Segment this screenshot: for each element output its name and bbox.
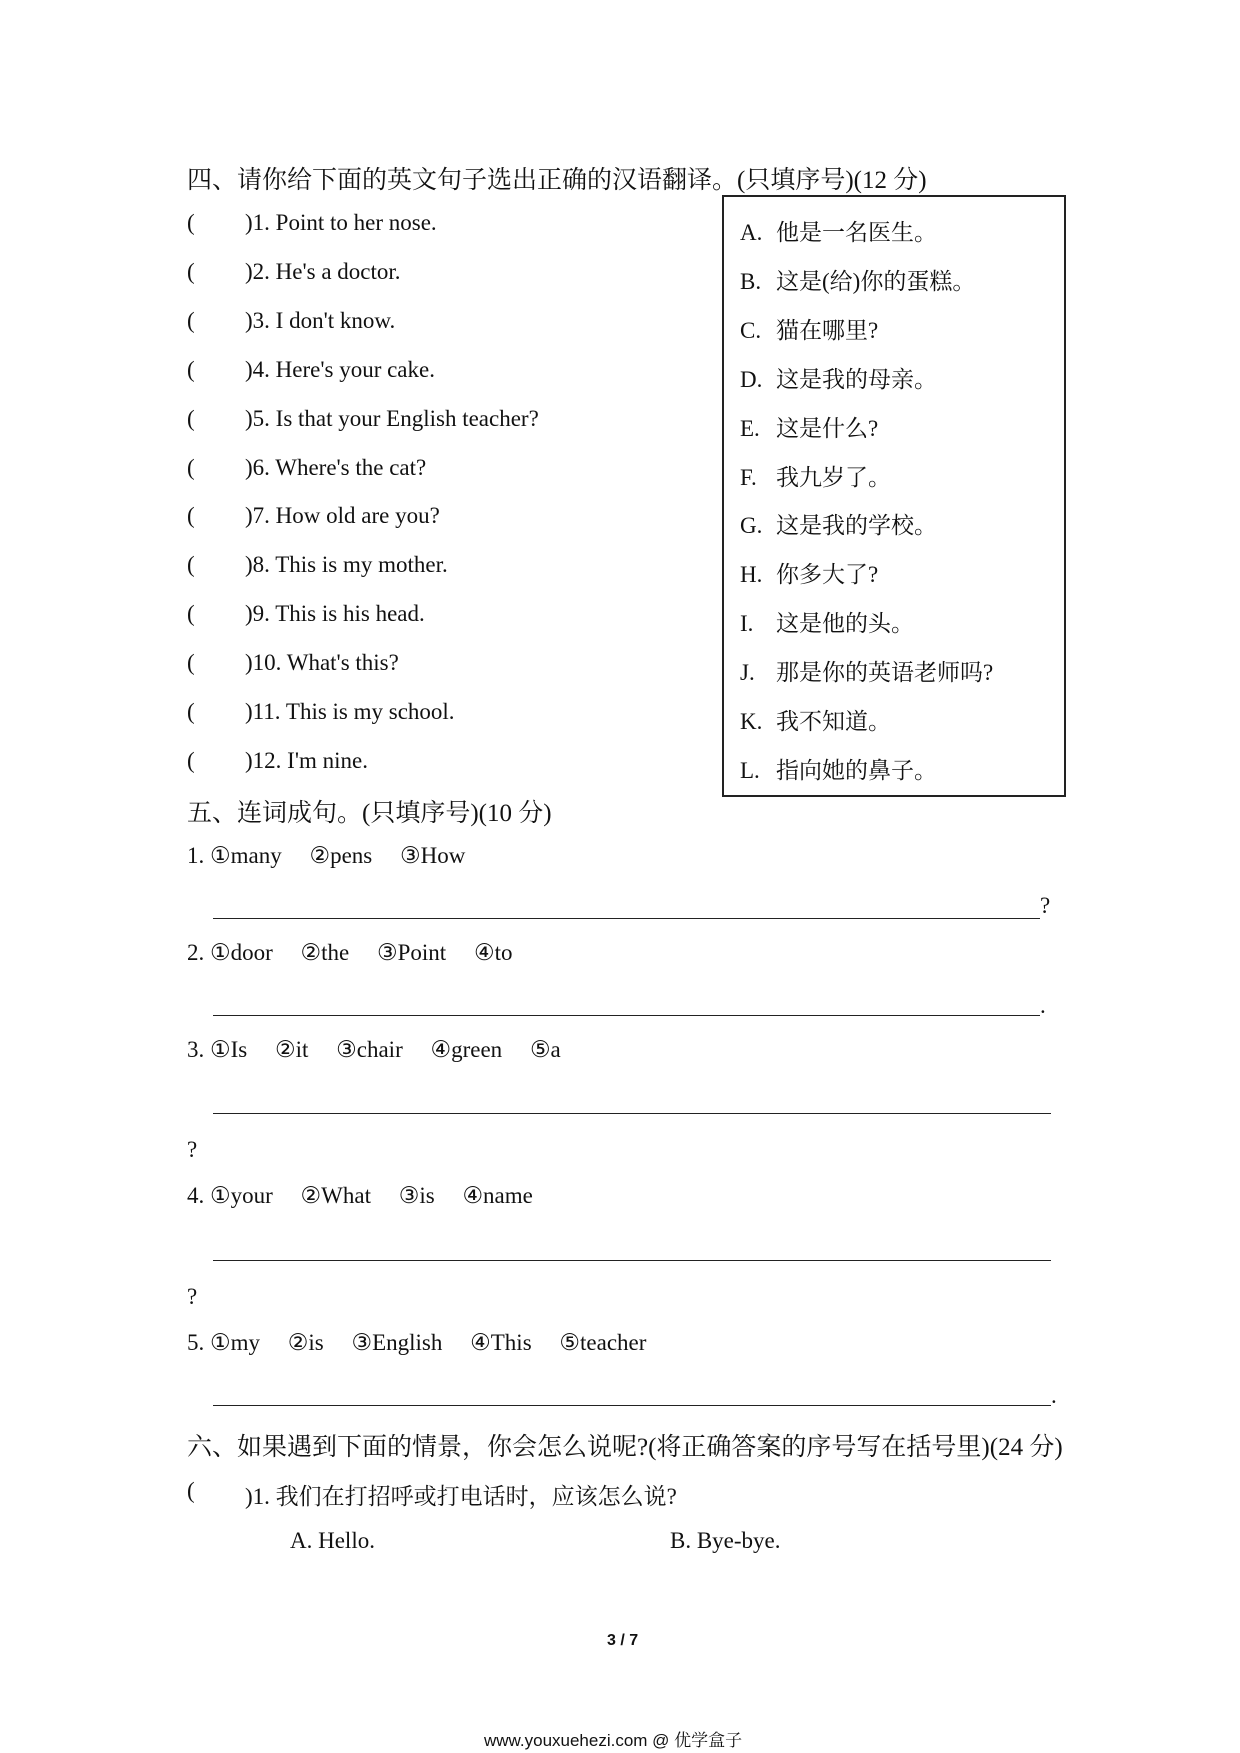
option-letter: G. (740, 513, 763, 538)
word-option: ⑤teacher (559, 1330, 647, 1355)
matching-item-8: )8. This is my mother. (245, 552, 448, 577)
translation-option (740, 312, 878, 345)
option-text: 猫在哪里? (776, 318, 879, 343)
answer-paren[interactable]: ( (187, 699, 195, 724)
matching-item-1: )1. Point to her nose. (245, 210, 437, 235)
answer-line-4[interactable] (213, 1260, 1051, 1261)
word-option: ①many (210, 843, 282, 868)
word-option: ②the (300, 940, 350, 965)
option-text: 这是他的头。 (776, 611, 914, 636)
option-letter: L. (740, 758, 760, 783)
option-letter: H. (740, 562, 763, 587)
word-option: ③How (400, 843, 466, 868)
end-punctuation: ? (187, 1284, 198, 1309)
option-letter: B. (740, 269, 762, 294)
answer-paren[interactable]: ( (187, 1478, 195, 1503)
answer-paren[interactable]: ( (187, 455, 195, 480)
word-option: ③English (351, 1330, 443, 1355)
word-option: ①Is (210, 1037, 248, 1062)
answer-paren[interactable]: ( (187, 552, 195, 577)
matching-item-6: )6. Where's the cat? (245, 455, 427, 480)
word-option: ③Point (377, 940, 447, 965)
word-option: ④name (462, 1183, 533, 1208)
option-letter: A. (740, 220, 763, 245)
question-number: 3. (187, 1037, 205, 1062)
answer-line-2[interactable] (213, 1015, 1040, 1016)
word-option: ②What (300, 1183, 371, 1208)
word-option: ④This (470, 1330, 532, 1355)
option-text: 这是我的学校。 (776, 513, 937, 538)
translation-option (740, 654, 993, 687)
answer-line-1[interactable] (213, 918, 1040, 919)
option-letter: D. (740, 367, 763, 392)
question-number: 5. (187, 1330, 205, 1355)
translation-option (740, 214, 937, 247)
word-option: ①your (210, 1183, 273, 1208)
option-text: 这是什么? (776, 416, 879, 441)
translation-option (740, 410, 878, 443)
translation-option (740, 752, 937, 785)
word-option: ①door (210, 940, 273, 965)
translation-option (740, 556, 878, 589)
option-text: 这是我的母亲。 (776, 367, 937, 392)
answer-paren[interactable]: ( (187, 357, 195, 382)
word-option: ②is (287, 1330, 324, 1355)
answer-paren[interactable]: ( (187, 601, 195, 626)
matching-item-7: )7. How old are you? (245, 503, 440, 528)
answer-paren[interactable]: ( (187, 406, 195, 431)
matching-item-2: )2. He's a doctor. (245, 259, 401, 284)
question-number: 1. (187, 843, 205, 868)
answer-line-5[interactable] (213, 1405, 1051, 1406)
section6-heading: 六、如果遇到下面的情景，你会怎么说呢?(将正确答案的序号写在括号里)(24 分) (187, 1434, 1063, 1461)
word-option: ②pens (309, 843, 373, 868)
matching-item-11: )11. This is my school. (245, 699, 455, 724)
word-option: ①my (210, 1330, 261, 1355)
page-number: 3 / 7 (607, 1632, 639, 1649)
answer-paren[interactable]: ( (187, 210, 195, 235)
option-text: 他是一名医生。 (776, 220, 937, 245)
section5-heading: 五、连词成句。(只填序号)(10 分) (187, 800, 552, 827)
word-order-question-2 (187, 940, 534, 966)
word-option: ③chair (336, 1037, 403, 1062)
matching-item-3: )3. I don't know. (245, 308, 396, 333)
option-text: 这是(给)你的蛋糕。 (776, 269, 976, 294)
section4-heading: 四、请你给下面的英文句子选出正确的汉语翻译。(只填序号)(12 分) (187, 167, 927, 194)
word-order-question-4 (187, 1183, 555, 1209)
answer-paren[interactable]: ( (187, 650, 195, 675)
word-order-question-1 (187, 843, 487, 869)
question-number: 2. (187, 940, 205, 965)
option-a: A. Hello. (290, 1528, 375, 1553)
scenario-question-1: )1. 我们在打招呼或打电话时，应该怎么说? (245, 1484, 677, 1509)
answer-paren[interactable]: ( (187, 308, 195, 333)
option-letter: E. (740, 416, 760, 441)
word-option: ③is (398, 1183, 435, 1208)
translation-option (740, 263, 975, 296)
option-letter: F. (740, 465, 757, 490)
word-option: ②it (274, 1037, 309, 1062)
translation-option (740, 507, 937, 540)
end-punctuation: . (1051, 1383, 1057, 1408)
option-text: 我不知道。 (776, 709, 891, 734)
matching-item-12: )12. I'm nine. (245, 748, 368, 773)
matching-item-10: )10. What's this? (245, 650, 399, 675)
option-text: 指向她的鼻子。 (776, 758, 937, 783)
translation-option (740, 459, 891, 492)
question-number: 4. (187, 1183, 205, 1208)
option-text: 你多大了? (776, 562, 879, 587)
option-letter: I. (740, 611, 754, 636)
word-order-question-3 (187, 1037, 583, 1063)
translation-options-box (722, 195, 1066, 797)
option-letter: K. (740, 709, 763, 734)
footer-watermark: www.youxuehezi.com @ 优学盒子 (484, 1731, 743, 1750)
end-punctuation: ? (1040, 893, 1051, 918)
option-b: B. Bye-bye. (670, 1528, 781, 1553)
answer-paren[interactable]: ( (187, 748, 195, 773)
matching-item-9: )9. This is his head. (245, 601, 425, 626)
answer-paren[interactable]: ( (187, 259, 195, 284)
matching-item-4: )4. Here's your cake. (245, 357, 435, 382)
matching-item-5: )5. Is that your English teacher? (245, 406, 539, 431)
end-punctuation: . (1040, 993, 1046, 1018)
translation-option (740, 605, 914, 638)
option-text: 那是你的英语老师吗? (776, 660, 994, 685)
option-letter: J. (740, 660, 755, 685)
word-option: ④to (473, 940, 513, 965)
answer-line-3[interactable] (213, 1113, 1051, 1114)
answer-paren[interactable]: ( (187, 503, 195, 528)
word-order-question-5 (187, 1330, 668, 1356)
option-letter: C. (740, 318, 762, 343)
option-text: 我九岁了。 (776, 465, 891, 490)
translation-option (740, 361, 937, 394)
word-option: ⑤a (529, 1037, 561, 1062)
word-option: ④green (430, 1037, 503, 1062)
translation-option (740, 703, 891, 736)
end-punctuation: ? (187, 1137, 198, 1162)
